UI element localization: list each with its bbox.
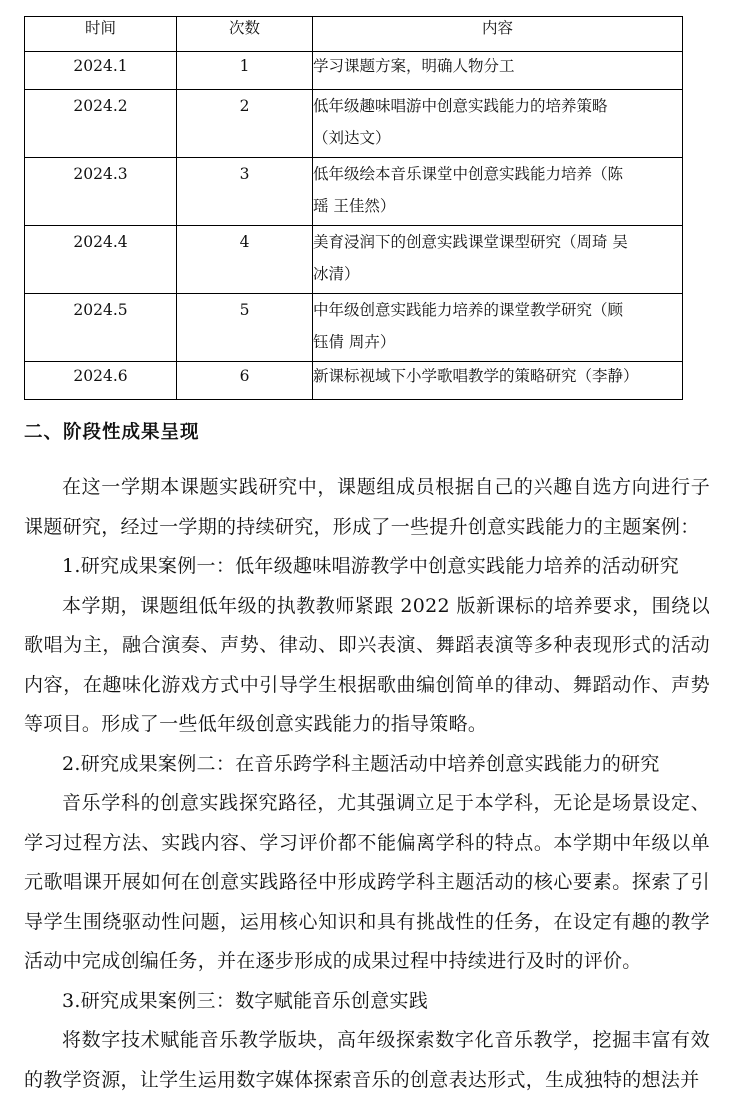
- body-text: [24, 468, 710, 1100]
- cell-content: [313, 294, 683, 362]
- header-time: 时间: [25, 17, 177, 52]
- cell-count: 4: [177, 226, 313, 294]
- content-line: 美育浸润下的创意实践课堂课型研究（周琦 吴: [313, 233, 628, 251]
- cell-time: 2024.2: [25, 90, 177, 158]
- header-count: 次数: [177, 17, 313, 52]
- table-header-row: [25, 17, 683, 52]
- schedule-table: [24, 16, 683, 400]
- content-line: 瑶 王佳然）: [313, 197, 396, 215]
- content-line: 新课标视域下小学歌唱教学的策略研究（李静）: [313, 367, 639, 385]
- paragraph: 本学期，课题组低年级的执教教师紧跟 2022 版新课标的培养要求，围绕以歌唱为主，融合演奏、声势、律动、即兴表演、舞蹈表演等多种表现形式的活动内容，在趣味化游戏方式中引导学生根据歌曲编创简单的律动、舞蹈动作、声势等项目。形成了一些低年级创意实践能力的指导策略。: [24, 594, 710, 735]
- paragraph: 将数字技术赋能音乐教学版块，高年级探索数字化音乐教学，挖掘丰富有效的教学资源，让学生运用数字媒体探索音乐的创意表达形式，生成独特的想法并: [24, 1029, 710, 1091]
- table-row: [25, 226, 683, 294]
- content-line: 学习课题方案，明确人物分工: [313, 57, 515, 75]
- content-line: 冰清）: [313, 265, 360, 283]
- content-line: 低年级趣味唱游中创意实践能力的培养策略: [313, 97, 608, 115]
- case-heading: 1.研究成果案例一：低年级趣味唱游教学中创意实践能力培养的活动研究: [62, 555, 680, 577]
- header-content: 内容: [313, 17, 683, 52]
- case-heading: 3.研究成果案例三：数字赋能音乐创意实践: [62, 989, 429, 1012]
- table-row: [25, 90, 683, 158]
- content-line: 低年级绘本音乐课堂中创意实践能力培养（陈: [313, 165, 624, 183]
- cell-count: 5: [177, 294, 313, 362]
- cell-time: 2024.1: [25, 52, 177, 90]
- content-line: 中年级创意实践能力培养的课堂教学研究（顾: [313, 301, 624, 319]
- cell-content: [313, 362, 683, 400]
- case-heading: 2.研究成果案例二：在音乐跨学科主题活动中培养创意实践能力的研究: [62, 752, 660, 775]
- cell-time: 2024.3: [25, 158, 177, 226]
- cell-count: 2: [177, 90, 313, 158]
- section-title: 二、阶段性成果呈现: [24, 422, 200, 443]
- cell-count: 3: [177, 158, 313, 226]
- paragraph: 在这一学期本课题实践研究中，课题组成员根据自己的兴趣自选方向进行子课题研究，经过一学期的持续研究，形成了一些提升创意实践能力的主题案例：: [24, 476, 710, 538]
- cell-content: [313, 52, 683, 90]
- table-row: [25, 362, 683, 400]
- content-line: （刘达文）: [313, 129, 391, 147]
- cell-time: 2024.6: [25, 362, 177, 400]
- cell-content: [313, 90, 683, 158]
- paragraph: 音乐学科的创意实践探究路径，尤其强调立足于本学科，无论是场景设定、学习过程方法、实践内容、学习评价都不能偏离学科的特点。本学期中年级以单元歌唱课开展如何在创意实践路径中形成跨学科主题活动的核心要素。探索了引导学生围绕驱动性问题，运用核心知识和具有挑战性的任务，在设定有趣的教学活动中完成创编任务，并在逐步形成的成果过程中持续进行及时的评价。: [24, 792, 710, 972]
- cell-content: [313, 158, 683, 226]
- cell-content: [313, 226, 683, 294]
- table-row: [25, 52, 683, 90]
- cell-count: 1: [177, 52, 313, 90]
- cell-time: 2024.5: [25, 294, 177, 362]
- table-row: [25, 294, 683, 362]
- cell-time: 2024.4: [25, 226, 177, 294]
- table-row: [25, 158, 683, 226]
- cell-count: 6: [177, 362, 313, 400]
- content-line: 钰倩 周卉）: [313, 333, 396, 351]
